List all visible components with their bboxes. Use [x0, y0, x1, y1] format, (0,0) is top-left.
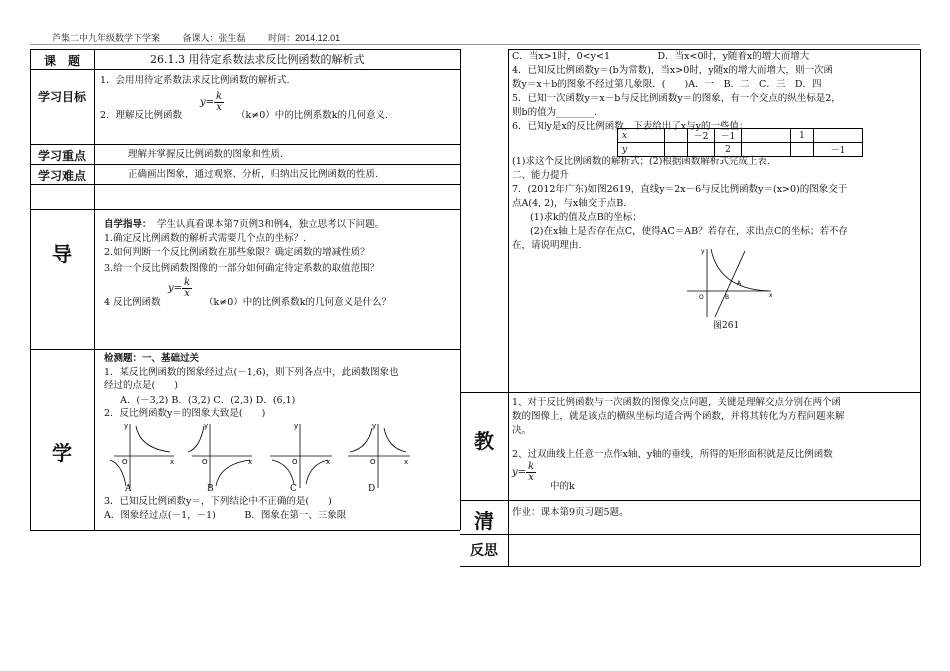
svg-text:O: O — [370, 458, 376, 466]
formula-y-k-over-x-3: y= $\frac{k}{x}$ — [512, 461, 535, 483]
formula-y-k-over-x: y= $\frac{k}{x}$ — [200, 91, 223, 113]
guide-item-1: 1.确定反比例函数的解析式需要几个点的坐标？. — [104, 233, 307, 244]
goal-1: 1．会用用待定系数法求反比例函数的解析式. — [100, 75, 290, 86]
key-label: 学习重点 — [37, 149, 86, 163]
question-1b: 经过的点是( ) — [104, 380, 178, 391]
question-3: 3．已知反比例函数y＝，下列结论中不正确的是( ) — [104, 496, 332, 507]
reflect-label: 反思 — [470, 543, 498, 559]
teach-line-1: 1、对于反比例函数与一次函数的图像交点问题，关键是理解交点分别在两个函 — [512, 397, 842, 408]
question-2: 2．反比例函数y＝的图象大致是( ) — [104, 408, 266, 419]
svg-text:B: B — [725, 294, 730, 301]
teach-line-5: 中的k — [550, 481, 575, 492]
formula-y-k-over-x-2: y= $\frac{k}{x}$ — [168, 277, 191, 299]
after-table-5: (1)求k的值及点B的坐标； — [530, 212, 642, 223]
svg-text:x: x — [769, 292, 773, 299]
svg-text:x: x — [404, 458, 409, 466]
after-table-3: 7．(2012年广东)如图2619，直线y＝2x－6与反比例函数y＝(x>0)的图象交于 — [512, 184, 848, 195]
question-2-graphs — [104, 420, 444, 492]
teach-line-4: 2、过双曲线上任意一点作x轴、y轴的垂线，所得的矩形面积就是反比例函数 — [512, 449, 833, 460]
topic-label: 课 题 — [43, 54, 80, 68]
guide-item-4: 4 反比例函数 — [104, 297, 161, 308]
svg-text:y: y — [701, 248, 705, 255]
after-table-1: (1)求这个反比例函数的解析式；(2)根据函数解析式完成上表. — [512, 156, 770, 167]
header-rule — [30, 44, 920, 45]
guide-item-2: 2.如何判断一个反比例函数在那些象限？确定函数的增减性质？ — [104, 247, 370, 258]
svg-text:y: y — [372, 422, 377, 430]
value-table — [617, 128, 863, 157]
right-line-4: 5．已知一次函数y＝x－b与反比例函数y＝的图象，有一个交点的纵坐标是2， — [512, 93, 841, 104]
guide-title: 自学指导： — [104, 219, 152, 230]
after-table-2: 二、能力提升 — [512, 170, 570, 181]
learn-label: 学 — [52, 441, 72, 465]
svg-text:x: x — [170, 458, 175, 466]
question-3-options: A．图象经过点(－1，－1) B．图象在第一、三象限 — [104, 510, 347, 521]
svg-text:A: A — [737, 280, 742, 287]
svg-text:x: x — [326, 458, 331, 466]
right-line-1: C．当x>1时，0<y<1 D．当x<0时，y随着x的增大而增大 — [512, 51, 810, 62]
graph-label-d: D — [368, 484, 376, 494]
svg-text:y: y — [294, 422, 299, 430]
topic-title: 26.1.3 用待定系数法求反比例函数的解析式 — [150, 53, 365, 66]
right-line-3: 数y＝x＋b的图象不经过第几象限．( )A．一 B．二 C．三 D．四 — [512, 79, 822, 90]
table-row: x －2 －1 1 — [618, 129, 863, 143]
homework-text: 作业：课本第9页习题5题。 — [512, 507, 629, 518]
page-header — [52, 31, 360, 44]
graph-label-c: C — [290, 484, 297, 494]
origin-label-a: O — [122, 458, 128, 466]
svg-text:y: y — [124, 422, 129, 430]
goal-label: 学习目标 — [37, 90, 86, 104]
teach-line-2: 数的图像上，就是该点的横纵坐标均适合两个函数，并将其转化为方程问题来解 — [512, 411, 845, 422]
clear-label: 清 — [474, 509, 494, 533]
goal-2-tail: （k≠0）中的比例系数k的几何意义. — [236, 110, 389, 121]
guide-item-4-tail: （k≠0）中的比例系数k的几何意义是什么？ — [204, 297, 392, 308]
svg-text:O: O — [292, 458, 298, 466]
after-table-7: 在，请说明理由. — [512, 240, 582, 251]
school-name: 芦集二中九年级数学下学案 — [52, 33, 161, 43]
difficulty-label: 学习难点 — [37, 169, 86, 183]
right-line-5: 则b的值为________. — [512, 107, 598, 118]
guide-item-3: 3.给一个反比例函数图像的一部分如何确定待定系数的取值范围？ — [104, 263, 380, 274]
after-table-6: (2)在x轴上是否存在点C，使得AC＝AB？若存在，求出点C的坐标；若不存 — [530, 226, 848, 237]
after-table-4: 点A(4, 2)，与x轴交于点B. — [512, 198, 627, 209]
figure-caption: 图261 — [713, 321, 740, 331]
preparer: 备课人：张生磊 — [182, 33, 246, 43]
key-text: 理解并掌握反比例函数的图象和性质. — [128, 149, 284, 160]
svg-text:x: x — [248, 458, 253, 466]
svg-text:y: y — [204, 422, 209, 430]
table-row: y 2 －1 — [618, 143, 863, 157]
guide-intro: 学生认真看课本第7页例3和例4，独立思考以下问题。 — [157, 219, 385, 230]
svg-text:O: O — [202, 458, 208, 466]
date: 时间：2014.12.01 — [268, 33, 341, 43]
test-title: 检测题：一、基础过关 — [104, 353, 200, 364]
svg-text:O: O — [699, 294, 704, 301]
graph-label-a: A — [125, 484, 132, 494]
graph-label-b: B — [207, 484, 214, 494]
figure-261 — [685, 245, 775, 320]
teach-label: 教 — [474, 429, 494, 453]
question-1: 1．某反比例函数的图象经过点(－1,6)，则下列各点中，此函数图象也 — [104, 367, 399, 378]
guide-label: 导 — [52, 242, 72, 266]
teach-line-3: 决。 — [512, 425, 532, 436]
question-1-options: A．(－3,2) B．(3,2) C．(2,3) D．(6,1) — [120, 395, 296, 406]
difficulty-text: 正确画出图象，通过观察、分析，归纳出反比例函数的性质. — [128, 169, 379, 180]
goal-2: 2．理解反比例函数 — [100, 110, 183, 121]
right-line-2: 4．已知反比例函数y＝(b为常数)，当x>0时，y随x的增大而增大，则一次函 — [512, 65, 833, 76]
right-line-6: 6．已知y是x的反比例函数，下表给出了x与y的一些值： — [512, 121, 749, 132]
